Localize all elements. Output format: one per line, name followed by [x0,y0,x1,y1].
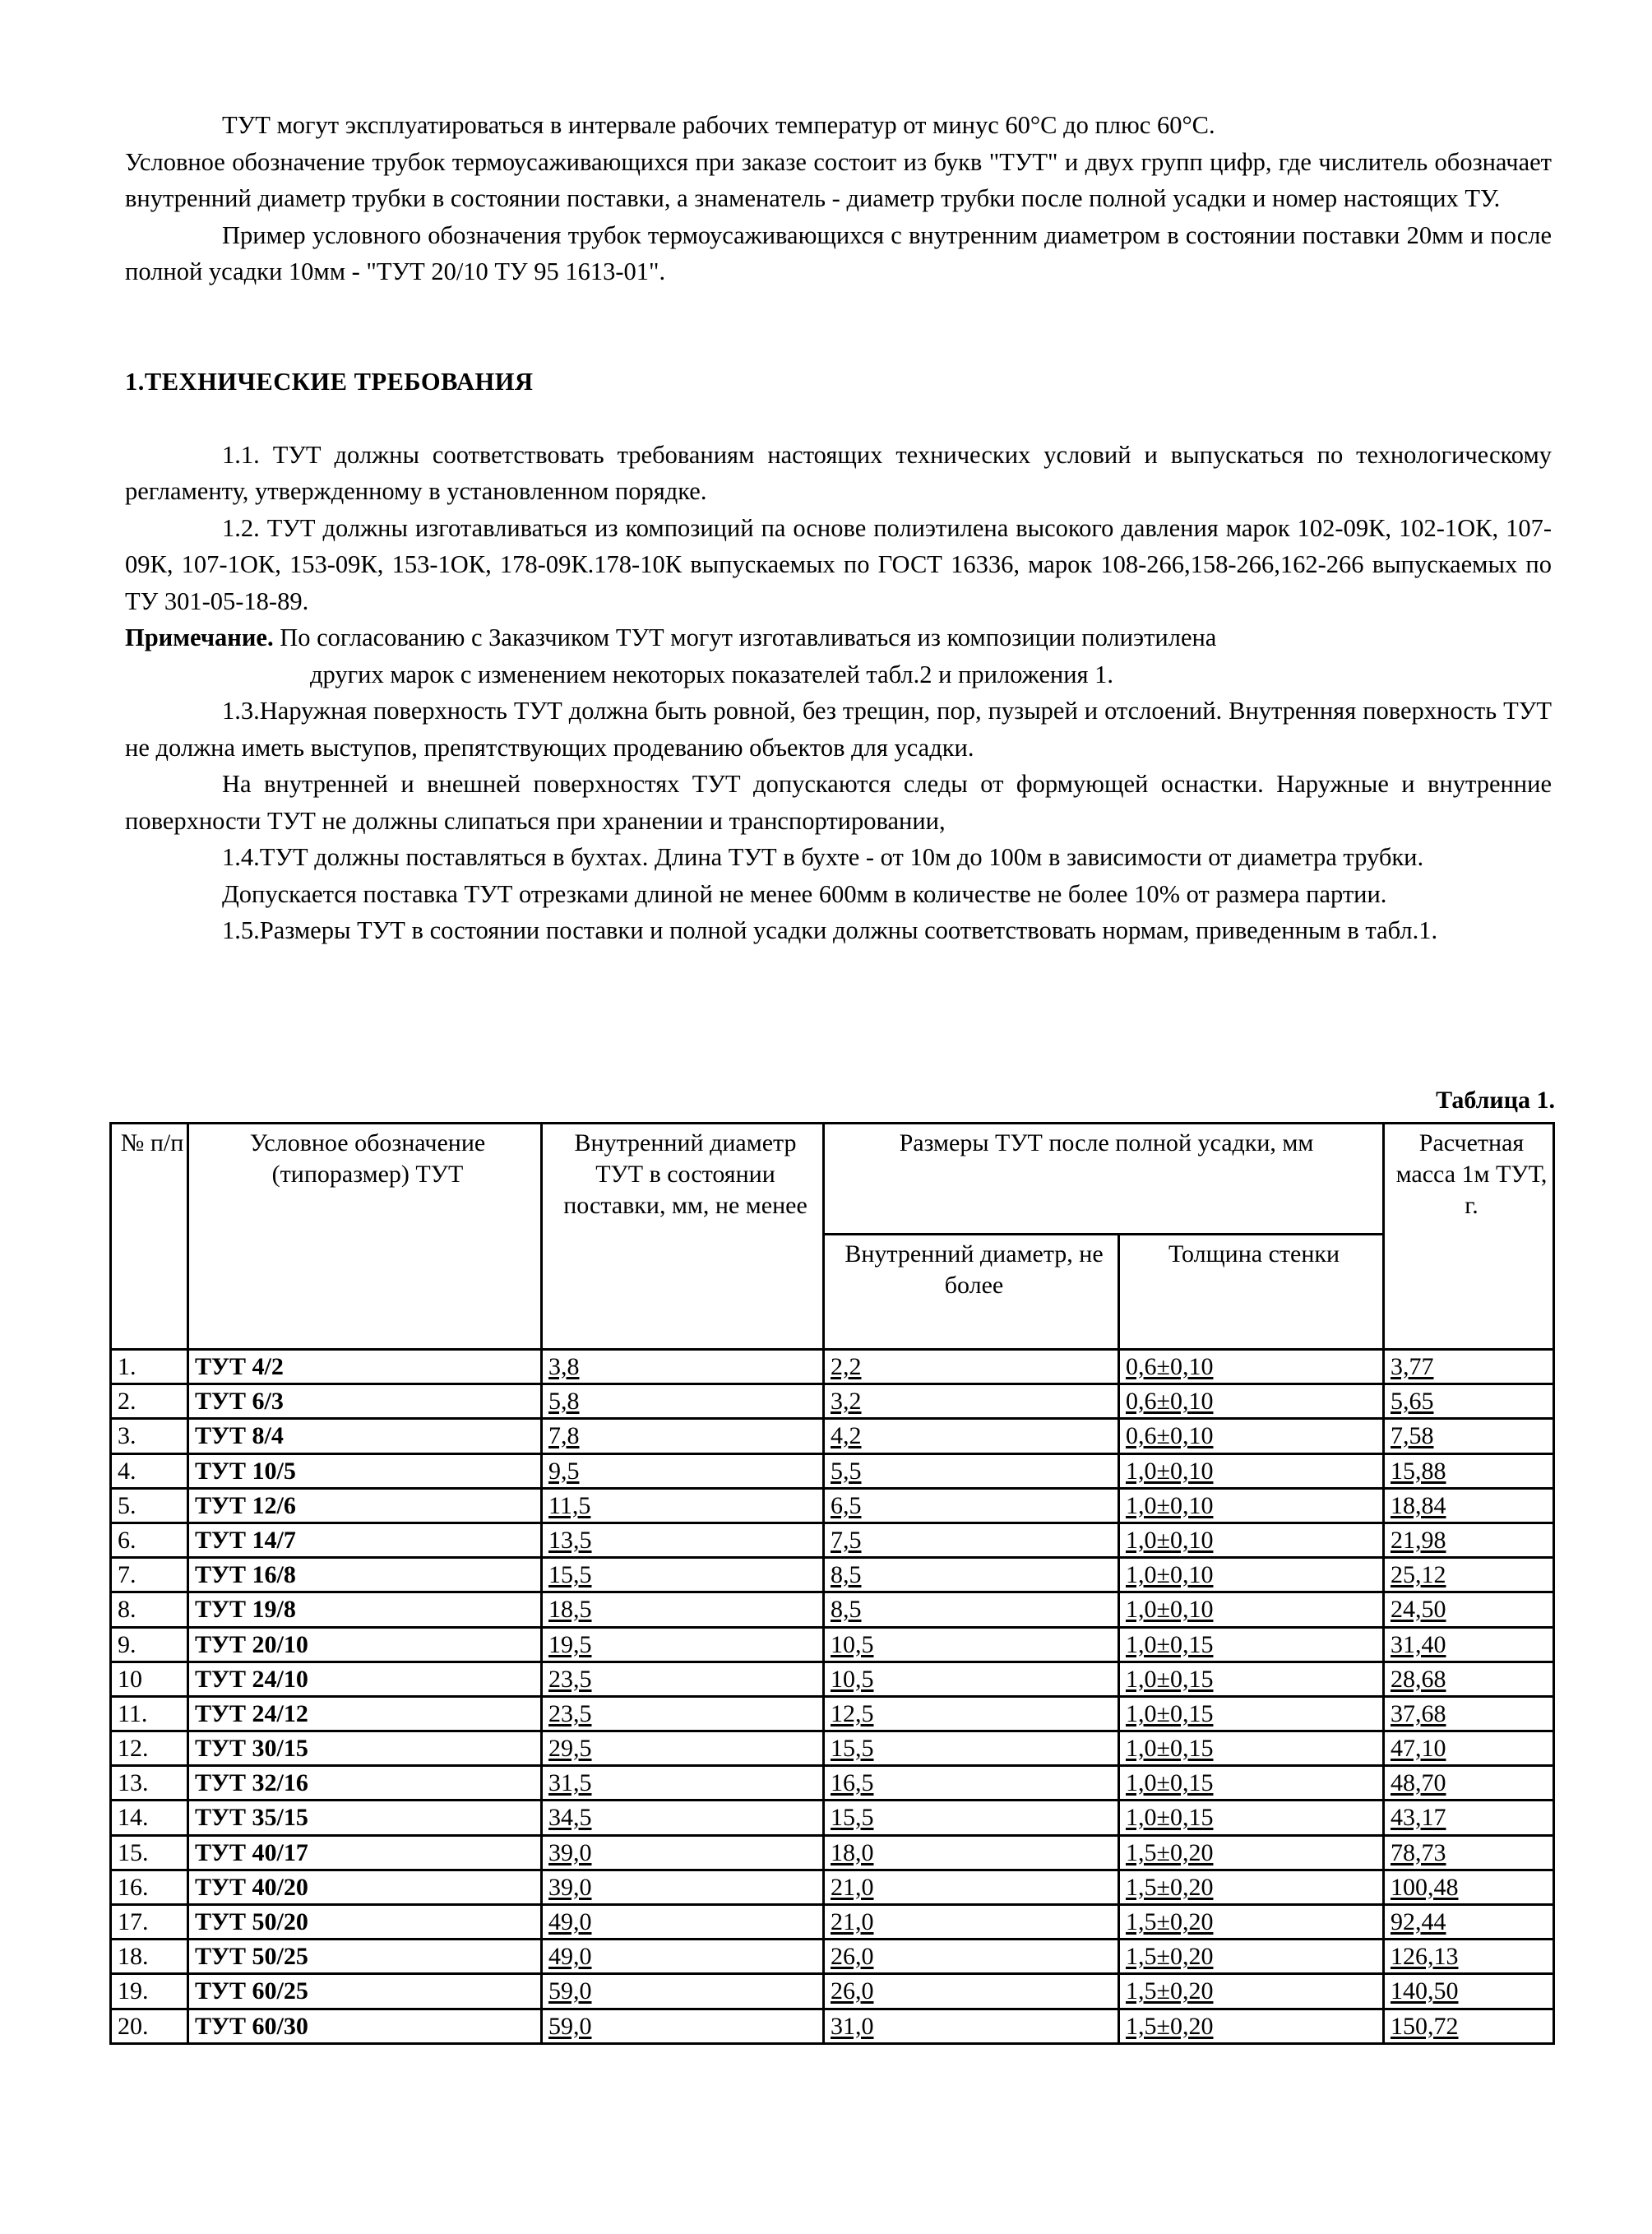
mass-cell: 18,84 [1384,1488,1554,1523]
mass-cell: 5,65 [1384,1384,1554,1419]
paragraph-1-2: 1.2. ТУТ должны изготавливаться из композиций па основе полиэтилена высокого давления марок 102-09К, 102-1ОК, 107-09К, 107-1ОК, 153-09К, 153-1ОК, 178-09К.178-10К выпускаемых по ГОСТ 16336, марок 108-266,158-266,162-266 выпускаемых по ТУ 301-05-18-89. [125,513,1552,615]
spec-table [109,1122,1555,2045]
paragraph-1-1: 1.1. ТУТ должны соответствовать требованиям настоящих технических условий и выпускаться по технологическому регламенту, утвержденному в установленном порядке. [125,440,1552,505]
paragraph-1-5: 1.5.Размеры ТУТ в состоянии поставки и полной усадки должны соответствовать нормам, приведенным в табл.1. [222,916,1438,944]
note-paragraph [125,619,1552,656]
designation-cell: ТУТ 20/10 [188,1627,542,1662]
wall-thickness-cell: 1,0±0,10 [1119,1488,1384,1523]
inner-diameter-supply-cell: 49,0 [542,1940,824,1974]
table-row [111,1974,1554,2009]
row-number-cell: 7. [111,1558,188,1592]
wall-thickness-cell: 1,5±0,20 [1119,1870,1384,1904]
note-label: Примечание. [125,623,274,651]
inner-diameter-supply-cell: 31,5 [542,1766,824,1801]
inner-diameter-supply-cell: 29,5 [542,1731,824,1766]
inner-diameter-after-cell: 8,5 [824,1592,1119,1627]
inner-diameter-supply-cell: 19,5 [542,1627,824,1662]
inner-diameter-after-cell: 16,5 [824,1766,1119,1801]
wall-thickness-cell: 1,5±0,20 [1119,1974,1384,2009]
inner-diameter-after-cell: 21,0 [824,1870,1119,1904]
inner-diameter-after-cell: 4,2 [824,1419,1119,1453]
intro-paragraph-1b: Условное обозначение трубок термоусаживающихся при заказе состоит из букв "ТУТ" и двух групп цифр, где числитель обозначает внутренний диаметр трубки в состоянии поставки, а знаменатель - диаметр трубки после полной усадки и номер настоящих ТУ. [125,147,1552,212]
mass-cell: 48,70 [1384,1766,1554,1801]
row-number-cell: 14. [111,1801,188,1835]
row-number-cell: 12. [111,1731,188,1766]
section-block [125,364,1552,949]
inner-diameter-after-cell: 10,5 [824,1627,1119,1662]
mass-cell: 25,12 [1384,1558,1554,1592]
mass-cell: 37,68 [1384,1696,1554,1731]
table-row [111,1453,1554,1488]
designation-cell: ТУТ 40/17 [188,1835,542,1870]
wall-thickness-cell: 1,0±0,15 [1119,1662,1384,1696]
mass-cell: 15,88 [1384,1453,1554,1488]
designation-cell: ТУТ 30/15 [188,1731,542,1766]
row-number-cell: 10 [111,1662,188,1696]
wall-thickness-cell: 1,5±0,20 [1119,1940,1384,1974]
inner-diameter-after-cell: 5,5 [824,1453,1119,1488]
wall-thickness-cell: 1,5±0,20 [1119,1905,1384,1940]
inner-diameter-supply-cell: 39,0 [542,1835,824,1870]
table-row [111,1419,1554,1453]
inner-diameter-after-cell: 6,5 [824,1488,1119,1523]
designation-cell: ТУТ 32/16 [188,1766,542,1801]
table-row [111,1905,1554,1940]
table-row [111,1558,1554,1592]
header-inner-after: Внутренний диаметр, не более [824,1235,1119,1350]
inner-diameter-after-cell: 26,0 [824,1974,1119,2009]
paragraph-1-4b: Допускается поставка ТУТ отрезками длиной не менее 600мм в количестве не более 10% от размера партии. [222,879,1387,908]
note-text: По согласованию с Заказчиком ТУТ могут изготавливаться из композиции полиэтилена [273,623,1217,651]
mass-cell: 3,77 [1384,1350,1554,1384]
designation-cell: ТУТ 24/10 [188,1662,542,1696]
designation-cell: ТУТ 50/20 [188,1905,542,1940]
inner-diameter-supply-cell: 9,5 [542,1453,824,1488]
inner-diameter-supply-cell: 15,5 [542,1558,824,1592]
row-number-cell: 1. [111,1350,188,1384]
inner-diameter-after-cell: 2,2 [824,1350,1119,1384]
mass-cell: 43,17 [1384,1801,1554,1835]
wall-thickness-cell: 0,6±0,10 [1119,1384,1384,1419]
table-row [111,1523,1554,1557]
mass-cell: 31,40 [1384,1627,1554,1662]
row-number-cell: 17. [111,1905,188,1940]
inner-diameter-supply-cell: 59,0 [542,1974,824,2009]
mass-cell: 47,10 [1384,1731,1554,1766]
table-row [111,1801,1554,1835]
mass-cell: 24,50 [1384,1592,1554,1627]
wall-thickness-cell: 1,5±0,20 [1119,2009,1384,2043]
inner-diameter-supply-cell: 11,5 [542,1488,824,1523]
inner-diameter-supply-cell: 34,5 [542,1801,824,1835]
inner-diameter-supply-cell: 13,5 [542,1523,824,1557]
designation-cell: ТУТ 4/2 [188,1350,542,1384]
table-row [111,1350,1554,1384]
mass-cell: 140,50 [1384,1974,1554,2009]
wall-thickness-cell: 1,0±0,10 [1119,1523,1384,1557]
wall-thickness-cell: 1,5±0,20 [1119,1835,1384,1870]
table-row [111,1627,1554,1662]
row-number-cell: 2. [111,1384,188,1419]
wall-thickness-cell: 1,0±0,10 [1119,1558,1384,1592]
wall-thickness-cell: 1,0±0,15 [1119,1801,1384,1835]
table-row [111,1592,1554,1627]
inner-diameter-after-cell: 10,5 [824,1662,1119,1696]
designation-cell: ТУТ 8/4 [188,1419,542,1453]
header-num: № п/п [111,1124,188,1350]
inner-diameter-supply-cell: 23,5 [542,1662,824,1696]
mass-cell: 78,73 [1384,1835,1554,1870]
mass-cell: 21,98 [1384,1523,1554,1557]
designation-cell: ТУТ 60/30 [188,2009,542,2043]
inner-diameter-supply-cell: 49,0 [542,1905,824,1940]
inner-diameter-supply-cell: 7,8 [542,1419,824,1453]
table-row [111,1940,1554,1974]
header-inner-supply: Внутренний диаметр ТУТ в состоянии поставки, мм, не менее [542,1124,824,1350]
mass-cell: 92,44 [1384,1905,1554,1940]
table-header-row-1 [111,1124,1554,1235]
section-heading: 1.ТЕХНИЧЕСКИЕ ТРЕБОВАНИЯ [125,368,534,396]
wall-thickness-cell: 1,0±0,10 [1119,1592,1384,1627]
row-number-cell: 16. [111,1870,188,1904]
row-number-cell: 13. [111,1766,188,1801]
inner-diameter-supply-cell: 59,0 [542,2009,824,2043]
table-row [111,1662,1554,1696]
wall-thickness-cell: 1,0±0,15 [1119,1766,1384,1801]
table-row [111,1696,1554,1731]
designation-cell: ТУТ 40/20 [188,1870,542,1904]
row-number-cell: 19. [111,1974,188,2009]
inner-diameter-after-cell: 31,0 [824,2009,1119,2043]
inner-diameter-supply-cell: 5,8 [542,1384,824,1419]
inner-diameter-after-cell: 8,5 [824,1558,1119,1592]
intro-paragraph-2: Пример условного обозначения трубок термоусаживающихся с внутренним диаметром в состоянии поставки 20мм и после полной усадки 10мм - "ТУТ 20/10 ТУ 95 1613-01". [125,220,1552,285]
row-number-cell: 4. [111,1453,188,1488]
mass-cell: 7,58 [1384,1419,1554,1453]
table-row [111,1488,1554,1523]
table-row [111,1731,1554,1766]
table-body [111,1350,1554,2044]
wall-thickness-cell: 0,6±0,10 [1119,1350,1384,1384]
intro-paragraph-1: ТУТ могут эксплуатироваться в интервале рабочих температур от минус 60°C до плюс 60°C. [222,111,1215,139]
wall-thickness-cell: 1,0±0,15 [1119,1731,1384,1766]
designation-cell: ТУТ 6/3 [188,1384,542,1419]
inner-diameter-after-cell: 15,5 [824,1801,1119,1835]
designation-cell: ТУТ 24/12 [188,1696,542,1731]
row-number-cell: 15. [111,1835,188,1870]
inner-diameter-after-cell: 7,5 [824,1523,1119,1557]
row-number-cell: 11. [111,1696,188,1731]
wall-thickness-cell: 1,0±0,15 [1119,1696,1384,1731]
inner-diameter-supply-cell: 23,5 [542,1696,824,1731]
inner-diameter-after-cell: 18,0 [824,1835,1119,1870]
wall-thickness-cell: 1,0±0,10 [1119,1453,1384,1488]
designation-cell: ТУТ 19/8 [188,1592,542,1627]
row-number-cell: 5. [111,1488,188,1523]
designation-cell: ТУТ 50/25 [188,1940,542,1974]
inner-diameter-supply-cell: 18,5 [542,1592,824,1627]
table-row [111,1835,1554,1870]
table-row [111,2009,1554,2043]
header-designation: Условное обозначение (типоразмер) ТУТ [188,1124,542,1350]
paragraph-1-3: 1.3.Наружная поверхность ТУТ должна быть ровной, без трещин, пор, пузырей и отслоений. Внутренняя поверхность ТУТ не должна иметь выступов, препятствующих продеванию объектов для усадки. [125,697,1552,762]
paragraph-1-4: 1.4.ТУТ должны поставляться в бухтах. Длина ТУТ в бухте - от 10м до 100м в зависимости от диаметра трубки. [222,843,1424,871]
mass-cell: 28,68 [1384,1662,1554,1696]
paragraph-1-3b: На внутренней и внешней поверхностях ТУТ допускаются следы от формующей оснастки. Наружные и внутренние поверхности ТУТ не должны слипаться при хранении и транспортировании, [125,770,1552,835]
inner-diameter-supply-cell: 3,8 [542,1350,824,1384]
mass-cell: 126,13 [1384,1940,1554,1974]
wall-thickness-cell: 1,0±0,15 [1119,1627,1384,1662]
designation-cell: ТУТ 12/6 [188,1488,542,1523]
intro-block [125,107,1552,290]
row-number-cell: 20. [111,2009,188,2043]
wall-thickness-cell: 0,6±0,10 [1119,1419,1384,1453]
header-after-shrink: Размеры ТУТ после полной усадки, мм [824,1124,1384,1235]
row-number-cell: 9. [111,1627,188,1662]
table-row [111,1384,1554,1419]
table-caption: Таблица 1. [1436,1087,1555,1114]
row-number-cell: 8. [111,1592,188,1627]
spacer [125,401,1552,437]
table-row [111,1766,1554,1801]
row-number-cell: 6. [111,1523,188,1557]
table-row [111,1870,1554,1904]
inner-diameter-after-cell: 26,0 [824,1940,1119,1974]
designation-cell: ТУТ 10/5 [188,1453,542,1488]
inner-diameter-after-cell: 12,5 [824,1696,1119,1731]
designation-cell: ТУТ 60/25 [188,1974,542,2009]
inner-diameter-after-cell: 3,2 [824,1384,1119,1419]
inner-diameter-after-cell: 15,5 [824,1731,1119,1766]
row-number-cell: 3. [111,1419,188,1453]
designation-cell: ТУТ 16/8 [188,1558,542,1592]
header-mass: Расчетная масса 1м ТУТ, г. [1384,1124,1554,1350]
mass-cell: 100,48 [1384,1870,1554,1904]
inner-diameter-after-cell: 21,0 [824,1905,1119,1940]
row-number-cell: 18. [111,1940,188,1974]
designation-cell: ТУТ 14/7 [188,1523,542,1557]
designation-cell: ТУТ 35/15 [188,1801,542,1835]
note-continuation: других марок с изменением некоторых показателей табл.2 и приложения 1. [310,660,1114,688]
header-wall: Толщина стенки [1119,1235,1384,1350]
inner-diameter-supply-cell: 39,0 [542,1870,824,1904]
mass-cell: 150,72 [1384,2009,1554,2043]
